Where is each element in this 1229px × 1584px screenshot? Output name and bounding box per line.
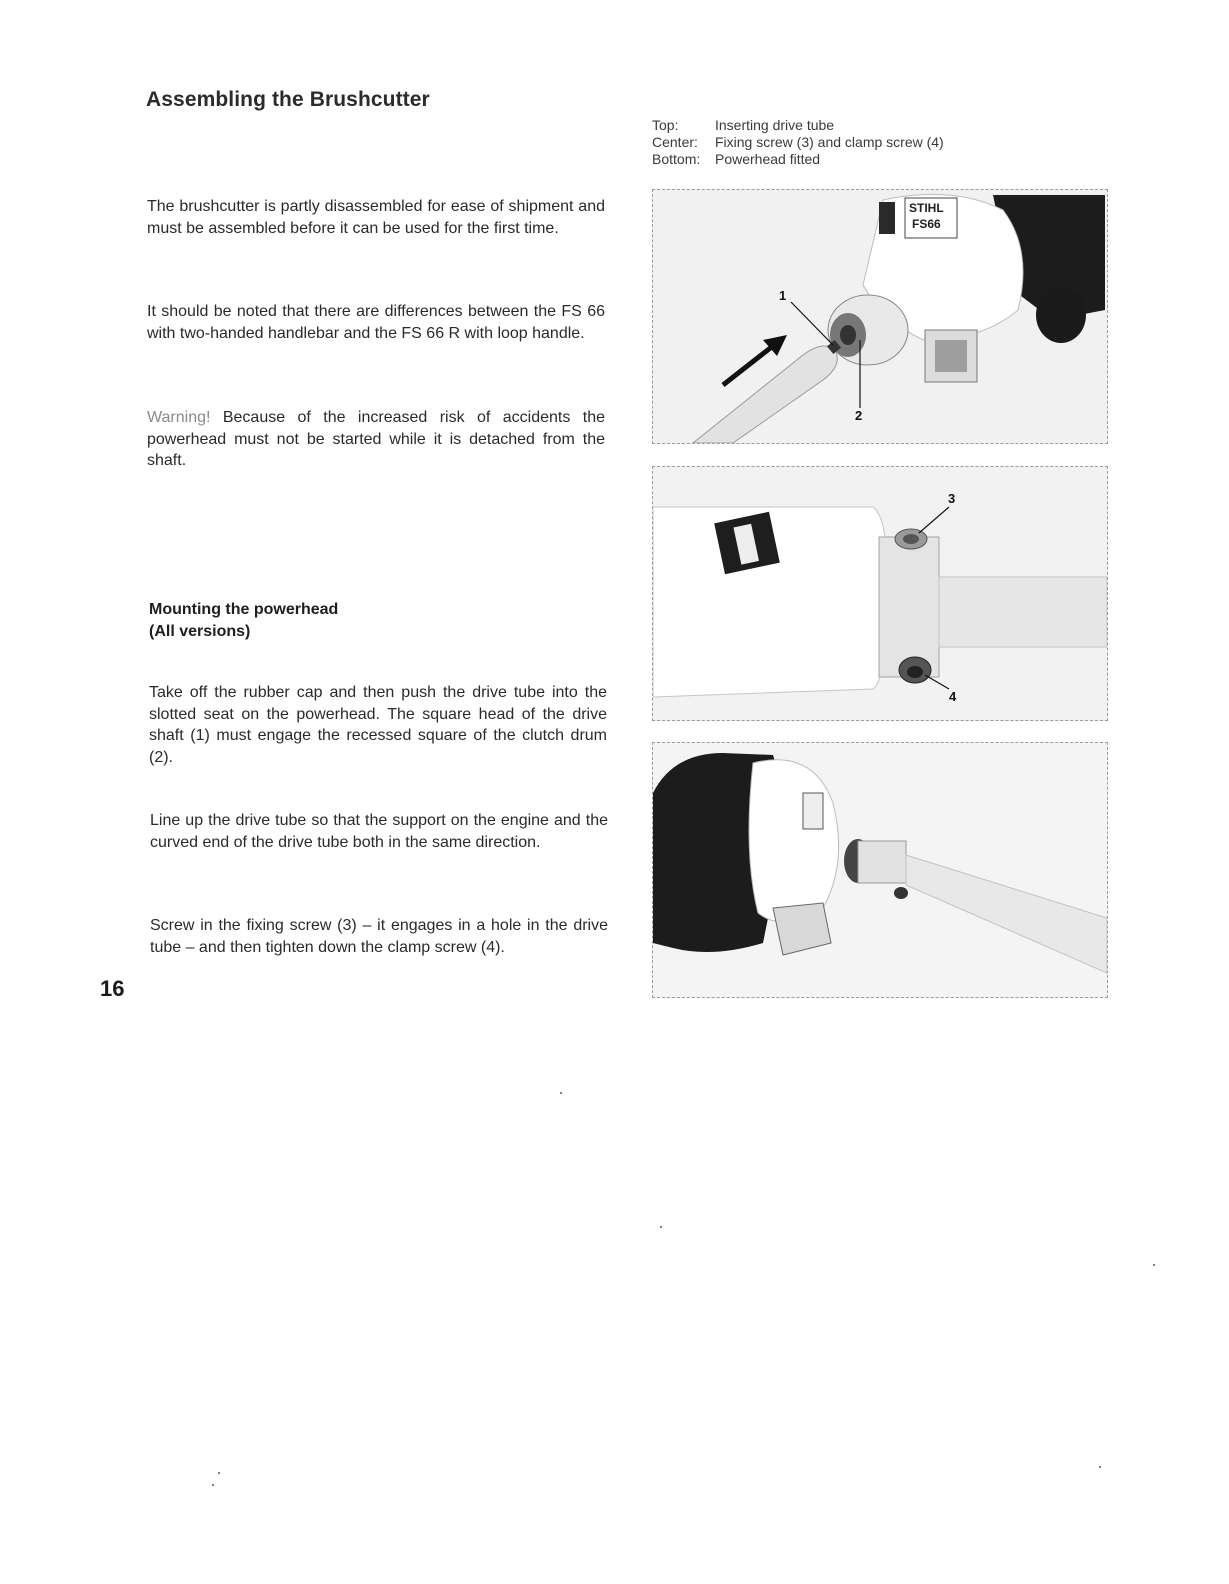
step2-paragraph: Line up the drive tube so that the support on the engine and the curved end of the drive tube both in the same direction. [150, 812, 608, 851]
figure-legend [652, 117, 944, 168]
legend-label-center: Center: [652, 134, 698, 150]
photo-center-illustration [653, 467, 1107, 720]
step3-paragraph: Screw in the fixing screw (3) – it engages in a hole in the drive tube – and then tighten down the clamp screw (4). [150, 917, 608, 956]
legend-text-top: Inserting drive tube [715, 117, 835, 133]
photo-bottom-powerhead-fitted [652, 742, 1108, 998]
fixing-screw-center [903, 534, 919, 544]
section-heading-line2: (All versions) [149, 623, 251, 640]
warning-paragraph [147, 407, 605, 472]
scan-speck [212, 1484, 214, 1486]
warning-text: Because of the increased risk of accidents the powerhead must not be started while it is detached from the shaft. [147, 409, 605, 469]
logo-text-stihl: STIHL [909, 201, 944, 215]
legend-label-bottom: Bottom: [652, 151, 701, 167]
warning-label: Warning! [147, 409, 211, 426]
logo-patch-shape [803, 793, 823, 829]
fuel-cap-shape [1036, 287, 1086, 343]
scan-speck [660, 1226, 662, 1228]
logo-text-fs66: FS66 [912, 217, 941, 231]
coupling-collar-shape [858, 841, 906, 883]
scan-speck [1099, 1466, 1101, 1468]
callout-2: 2 [855, 408, 863, 423]
intro-paragraph: The brushcutter is partly disassembled for ease of shipment and must be assembled before it can be used for the first time. [147, 198, 605, 237]
differences-paragraph: It should be noted that there are differences between the FS 66 with two-handed handlebar and the FS 66 R with loop handle. [147, 303, 605, 342]
photo-center-screws [652, 466, 1108, 721]
legend-text-center: Fixing screw (3) and clamp screw (4) [715, 134, 944, 150]
callout-3: 3 [948, 491, 956, 506]
photo-bottom-illustration [653, 743, 1107, 997]
photo-top-inserting-drive-tube [652, 189, 1108, 444]
page-title: Assembling the Brushcutter [146, 88, 430, 111]
photo-top-illustration [653, 190, 1107, 443]
legend-text-bottom: Powerhead fitted [715, 151, 821, 167]
callout-4: 4 [949, 689, 957, 704]
clamp-collar-shape [879, 537, 939, 677]
clamp-screw-center [907, 666, 923, 678]
scan-speck [560, 1092, 562, 1094]
step1-paragraph: Take off the rubber cap and then push the drive tube into the slotted seat on the powerhead. The square head of the drive shaft (1) must engage the recessed square of the clutch drum (2). [149, 684, 607, 766]
drive-tube-shape [939, 577, 1107, 647]
scan-speck [218, 1472, 220, 1474]
scan-speck [1153, 1264, 1155, 1266]
section-heading-line1: Mounting the powerhead [149, 601, 339, 618]
clamp-screw-shape [894, 887, 908, 899]
clutch-drum-center [840, 325, 856, 345]
page-number: 16 [100, 976, 125, 1001]
legend-label-top: Top: [652, 117, 679, 133]
section-heading [149, 599, 338, 643]
vent-grille-inner [935, 340, 967, 372]
callout-1: 1 [779, 288, 787, 303]
logo-dark-band [879, 202, 895, 234]
